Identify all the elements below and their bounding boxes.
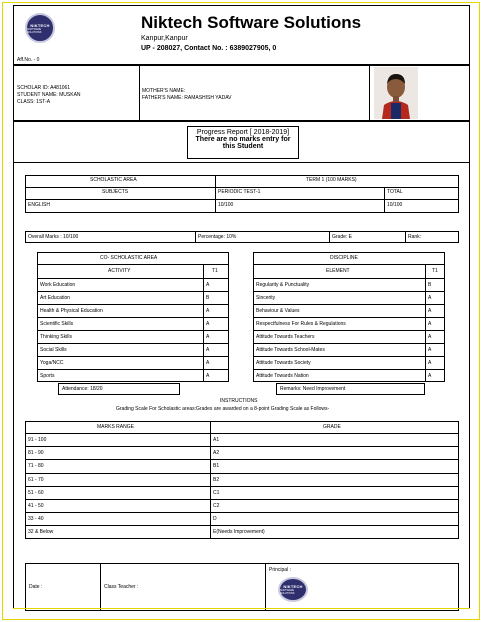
discipline-element: Attitude Towards Teachers — [256, 334, 315, 340]
total-marks: 10/100 — [387, 202, 403, 208]
principal-seal-logo: NIKTECH SOFTWARE SOLUTIONS — [278, 577, 308, 602]
logo-subtext: SOFTWARE SOLUTIONS — [27, 27, 42, 34]
student-photo — [374, 67, 418, 119]
grade-value: B2 — [213, 476, 220, 483]
grade-value: A2 — [213, 450, 220, 457]
grade-value: C1 — [213, 489, 220, 496]
scholar-id: SCHOLAR ID: A481061 — [17, 85, 71, 91]
marks-range-header: MARKS RANGE — [97, 424, 134, 430]
activity-grade: B — [206, 295, 210, 301]
marks-range: 81 - 90 — [28, 450, 44, 457]
principal-label: Principal : — [269, 567, 291, 573]
co-scholastic-title: CO- SCHOLASTIC AREA — [100, 255, 158, 261]
remarks: Remarks: Need Improvement — [280, 386, 346, 392]
activity-name: Social Skills — [40, 347, 67, 353]
discipline-element: Regularity & Punctuality — [256, 282, 310, 288]
discipline-element: Attitude Towards Nation — [256, 373, 309, 379]
activity-grade: A — [206, 347, 210, 353]
discipline-element: Behaviour & Values — [256, 308, 300, 314]
grade-value: C2 — [213, 503, 220, 509]
discipline-grade: A — [428, 308, 432, 314]
discipline-grade: A — [428, 360, 432, 366]
grade-header: GRADE — [323, 424, 341, 430]
school-logo — [25, 13, 55, 43]
footer-box — [25, 563, 459, 611]
activity-name: Sports — [40, 373, 55, 379]
grade-value: E(Needs Improvement) — [213, 529, 265, 536]
marks-range: 41 - 50 — [28, 503, 44, 509]
activity-grade: A — [206, 373, 210, 379]
marks-range: 33 - 40 — [28, 516, 44, 523]
grade-value: B1 — [213, 463, 220, 470]
discipline-grade: A — [428, 373, 432, 379]
page-bottom-line — [13, 608, 470, 609]
school-contact: UP - 208027, Contact No. : 6389027905, 0 — [141, 45, 277, 52]
activity-grade: A — [206, 321, 210, 327]
activity-grade: A — [206, 282, 210, 288]
overall-percentage: Percentage: 10% — [198, 234, 237, 240]
grading-table — [25, 421, 459, 539]
periodic-marks: 10/100 — [218, 202, 234, 208]
discipline-element: Sincerity — [256, 295, 276, 301]
activity-name: Thinking Skills — [40, 334, 72, 340]
activity-name: Art Education — [40, 295, 71, 301]
affiliation-number: Aff.No. - 0 — [17, 57, 40, 63]
activity-name: Health & Physical Education — [40, 308, 103, 314]
marks-range: 71 - 80 — [28, 463, 44, 470]
activity-grade: A — [206, 308, 210, 314]
discipline-grade: A — [428, 334, 432, 340]
discipline-element: Respectfulness For Rules & Regulations — [256, 321, 346, 327]
no-marks-message: There are no marks entry for — [195, 136, 291, 143]
overall-marks: Overall Marks : 10/100 — [28, 234, 79, 240]
scholastic-area-header: SCHOLASTIC AREA — [90, 177, 137, 183]
discipline-grade: B — [428, 282, 432, 288]
activity-header: ACTIVITY — [108, 268, 131, 274]
father-name: FATHER'S NAME: RAMASHISH YADAV — [142, 95, 232, 101]
grade-value: D — [213, 516, 217, 523]
discipline-grade: A — [428, 321, 432, 327]
discipline-element: Attitude Towards Society — [256, 360, 311, 366]
logo-text: NIKTECH — [30, 22, 50, 28]
activity-grade: A — [206, 334, 210, 340]
activity-name: Yoga/NCC — [40, 360, 64, 366]
discipline-grade: A — [428, 347, 432, 353]
class-teacher-label: Class Teacher : — [104, 584, 139, 590]
instructions-text: Grading Scale For Scholastic areas:Grades are awarded on a 8-point Grading Scale as Follows- — [116, 406, 330, 412]
report-title-box[interactable] — [187, 126, 299, 159]
no-marks-message-2: this Student — [222, 143, 264, 150]
student-class: CLASS: 1ST-A — [17, 99, 51, 105]
marks-range: 61 - 70 — [28, 476, 44, 483]
overall-grade: Grade: E — [332, 234, 353, 240]
term-header: TERM 1 (100 MARKS) — [306, 177, 357, 183]
element-header: ELEMENT — [326, 268, 350, 274]
date-label: Date : — [29, 584, 43, 590]
discipline-term-header: T1 — [432, 268, 438, 274]
grade-value: A1 — [213, 437, 220, 443]
instructions-title: INSTRUCTIONS — [220, 398, 258, 404]
co-term-header: T1 — [212, 268, 218, 274]
school-address: Kanpur,Kanpur — [141, 35, 188, 42]
total-header: TOTAL — [387, 189, 403, 195]
report-title: Progress Report [ 2018-2019] — [196, 129, 290, 136]
attendance: Attendance: 18/20 — [62, 386, 103, 392]
marks-range: 91 - 100 — [28, 437, 47, 443]
marks-range: 51 - 60 — [28, 489, 44, 496]
activity-name: Scientific Skills — [40, 321, 74, 327]
overall-row — [25, 231, 459, 243]
subject-name: ENGLISH — [28, 202, 50, 208]
student-name: STUDENT NAME: MUSKAN — [17, 92, 81, 98]
activity-name: Work Education — [40, 282, 76, 288]
overall-rank: Rank: — [408, 234, 422, 240]
mother-name: MOTHER'S NAME: — [142, 88, 186, 94]
marks-range: 32 & Below — [28, 529, 54, 536]
discipline-element: Attitude Towards School-Mates — [256, 347, 325, 353]
school-name: Niktech Software Solutions — [141, 13, 362, 32]
periodic-header: PERIODIC TEST-1 — [218, 189, 261, 195]
activity-grade: A — [206, 360, 210, 366]
subjects-header: SUBJECTS — [102, 189, 129, 195]
discipline-grade: A — [428, 295, 432, 301]
discipline-title: DISCIPLINE — [330, 255, 358, 261]
